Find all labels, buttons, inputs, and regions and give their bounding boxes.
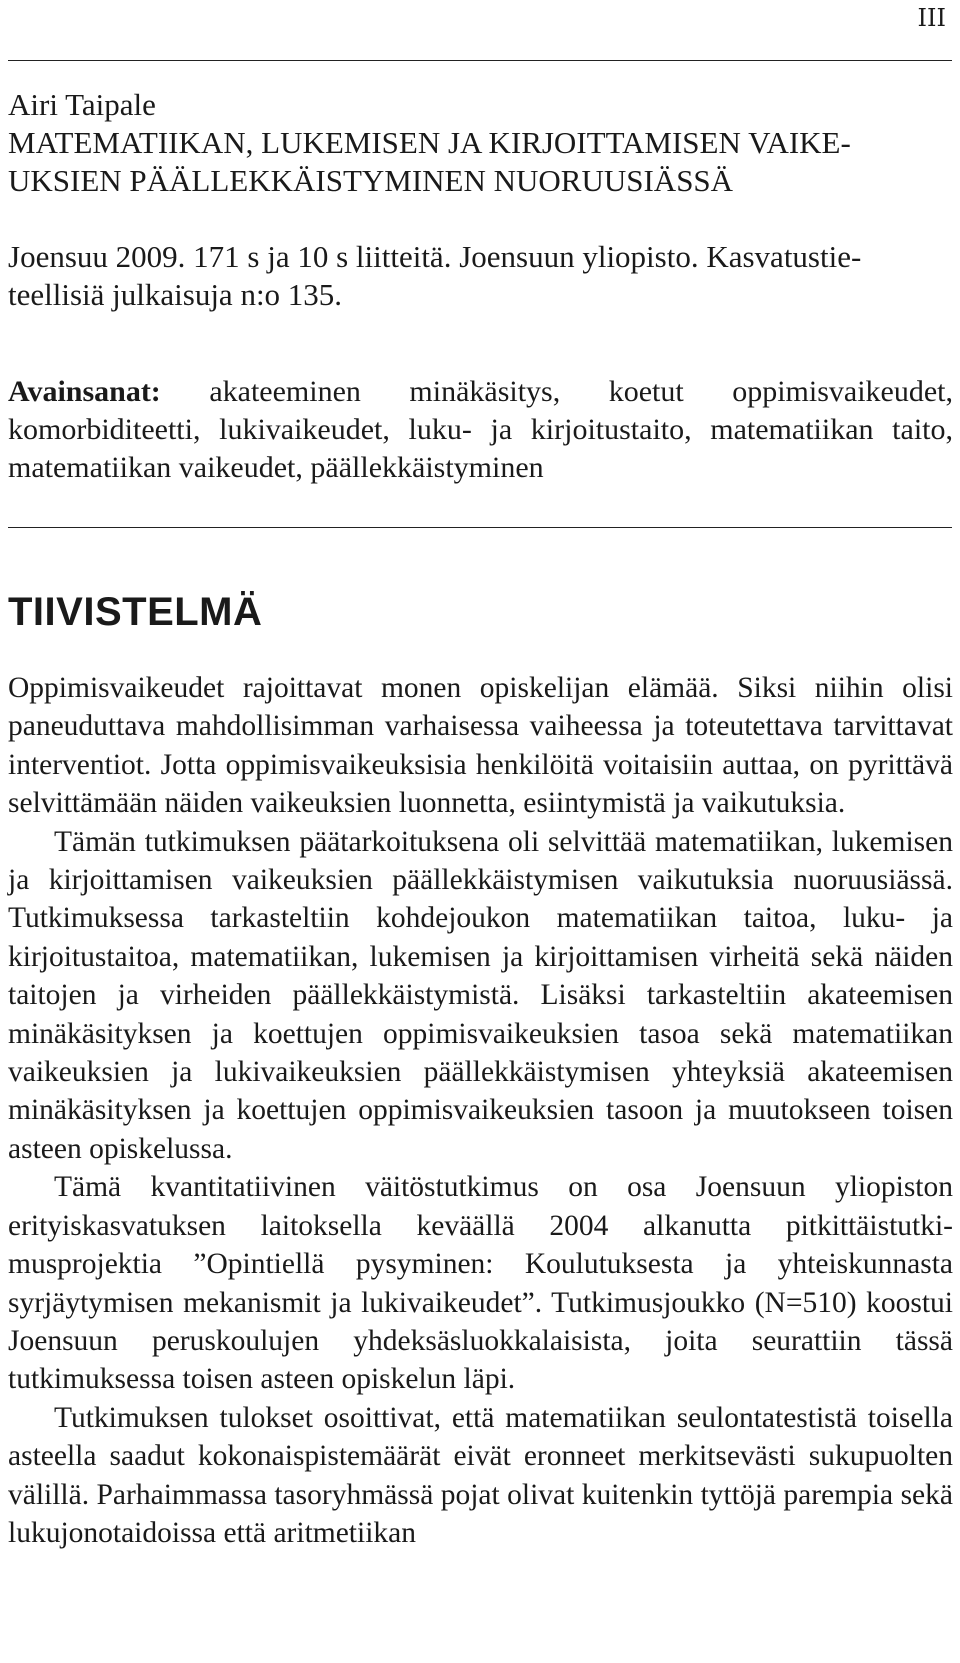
section-rule [8,527,952,528]
top-rule [8,60,952,61]
abstract-paragraph: Tämän tutkimuksen päätarkoituksena oli selvittää matematiikan, lukemisen ja kirjoittamisen vaikeuksien päällekkäistymisen vaikutuksia nuoruusiässä. Tutkimuksessa tarkasteltiin kohdejoukon matematiikan taitoa, luku- ja kirjoitustaitoa, matematiikan, lukemisen ja kirjoittamisen virheitä sekä näiden taitojen ja virheiden päällekkäistymistä. Lisäksi tarkasteltiin akateemisen minäkäsityksen ja koettujen oppimisvaikeuksien tasoa sekä matematiikan vaikeuksien ja lukivaikeuksien päällekkäistymisen yhteyksiä akateemisen minäkäsityksen ja koettujen oppimisvaikeuksien tasoon ja muutokseen toisen asteen opiskelussa. [8,825,953,1165]
abstract-heading: TIIVISTELMÄ [8,590,263,634]
abstract-paragraph: Tutkimuksen tulokset osoittivat, että matematiikan seulontatestistä toisella asteella saadut kokonaispistemäärät eivät eronneet merkitsevästi sukupuolten välillä. Parhaimmassa tasoryhmässä pojat olivat kuitenkin tyttöjä parempia sekä lukujonotaidoissa että aritmetiikan [8,1401,953,1549]
publication-line-1: Joensuu 2009. 171 s ja 10 s liitteitä. Joensuun yliopisto. Kasvatustie- [8,239,862,274]
abstract-paragraph: Oppimisvaikeudet rajoittavat monen opiskelijan elämää. Siksi niihin olisi paneuduttava mahdollisimman varhaisessa vaiheessa ja toteutettava tarvittavat interventiot. Jotta oppimisvaikeuksisia henkilöitä voitaisiin auttaa, on pyrittävä selvittämään näiden vaikeuksien luonnetta, esiintymistä ja vaikutuksia. [8,672,953,820]
author-name: Airi Taipale [8,87,156,122]
keywords-text: akateeminen minäkäsitys, koetut oppimisvaikeudet, komorbiditeetti, lukivaikeudet, luku- ja kirjoitustaito, matematiikan taito, matematiikan vaikeudet, päällekkäistyminen [8,375,953,484]
keywords-label: Avainsanat: [8,375,161,408]
bibliographic-info [8,86,953,314]
abstract-paragraph: Tämä kvantitatiivinen väitöstutkimus on osa Joensuun yliopiston erityiskasvatuksen laitoksella keväällä 2004 alkanutta pitkittäistutkimusprojektia ”Opintiellä pysyminen: Koulutuksesta ja yhteiskunnasta syrjäytymisen mekanismit ja lukivaikeudet”. Tutkimusjoukko (N=510) koostui Joensuun peruskoulujen yhdeksäsluokkalaisista, joita seurattiin tässä tutkimuksessa toisen asteen opiskelun läpi. [8,1171,953,1396]
abstract-body [8,669,953,1552]
page-number: III [917,4,946,32]
title-line-1: MATEMATIIKAN, LUKEMISEN JA KIRJOITTAMISEN VAIKE- [8,125,851,160]
title-line-2: UKSIEN PÄÄLLEKKÄISTYMINEN NUORUUSIÄSSÄ [8,163,734,198]
spacer [8,200,953,238]
keywords-block [8,373,953,487]
publication-line-2: teellisiä julkaisuja n:o 135. [8,277,343,312]
